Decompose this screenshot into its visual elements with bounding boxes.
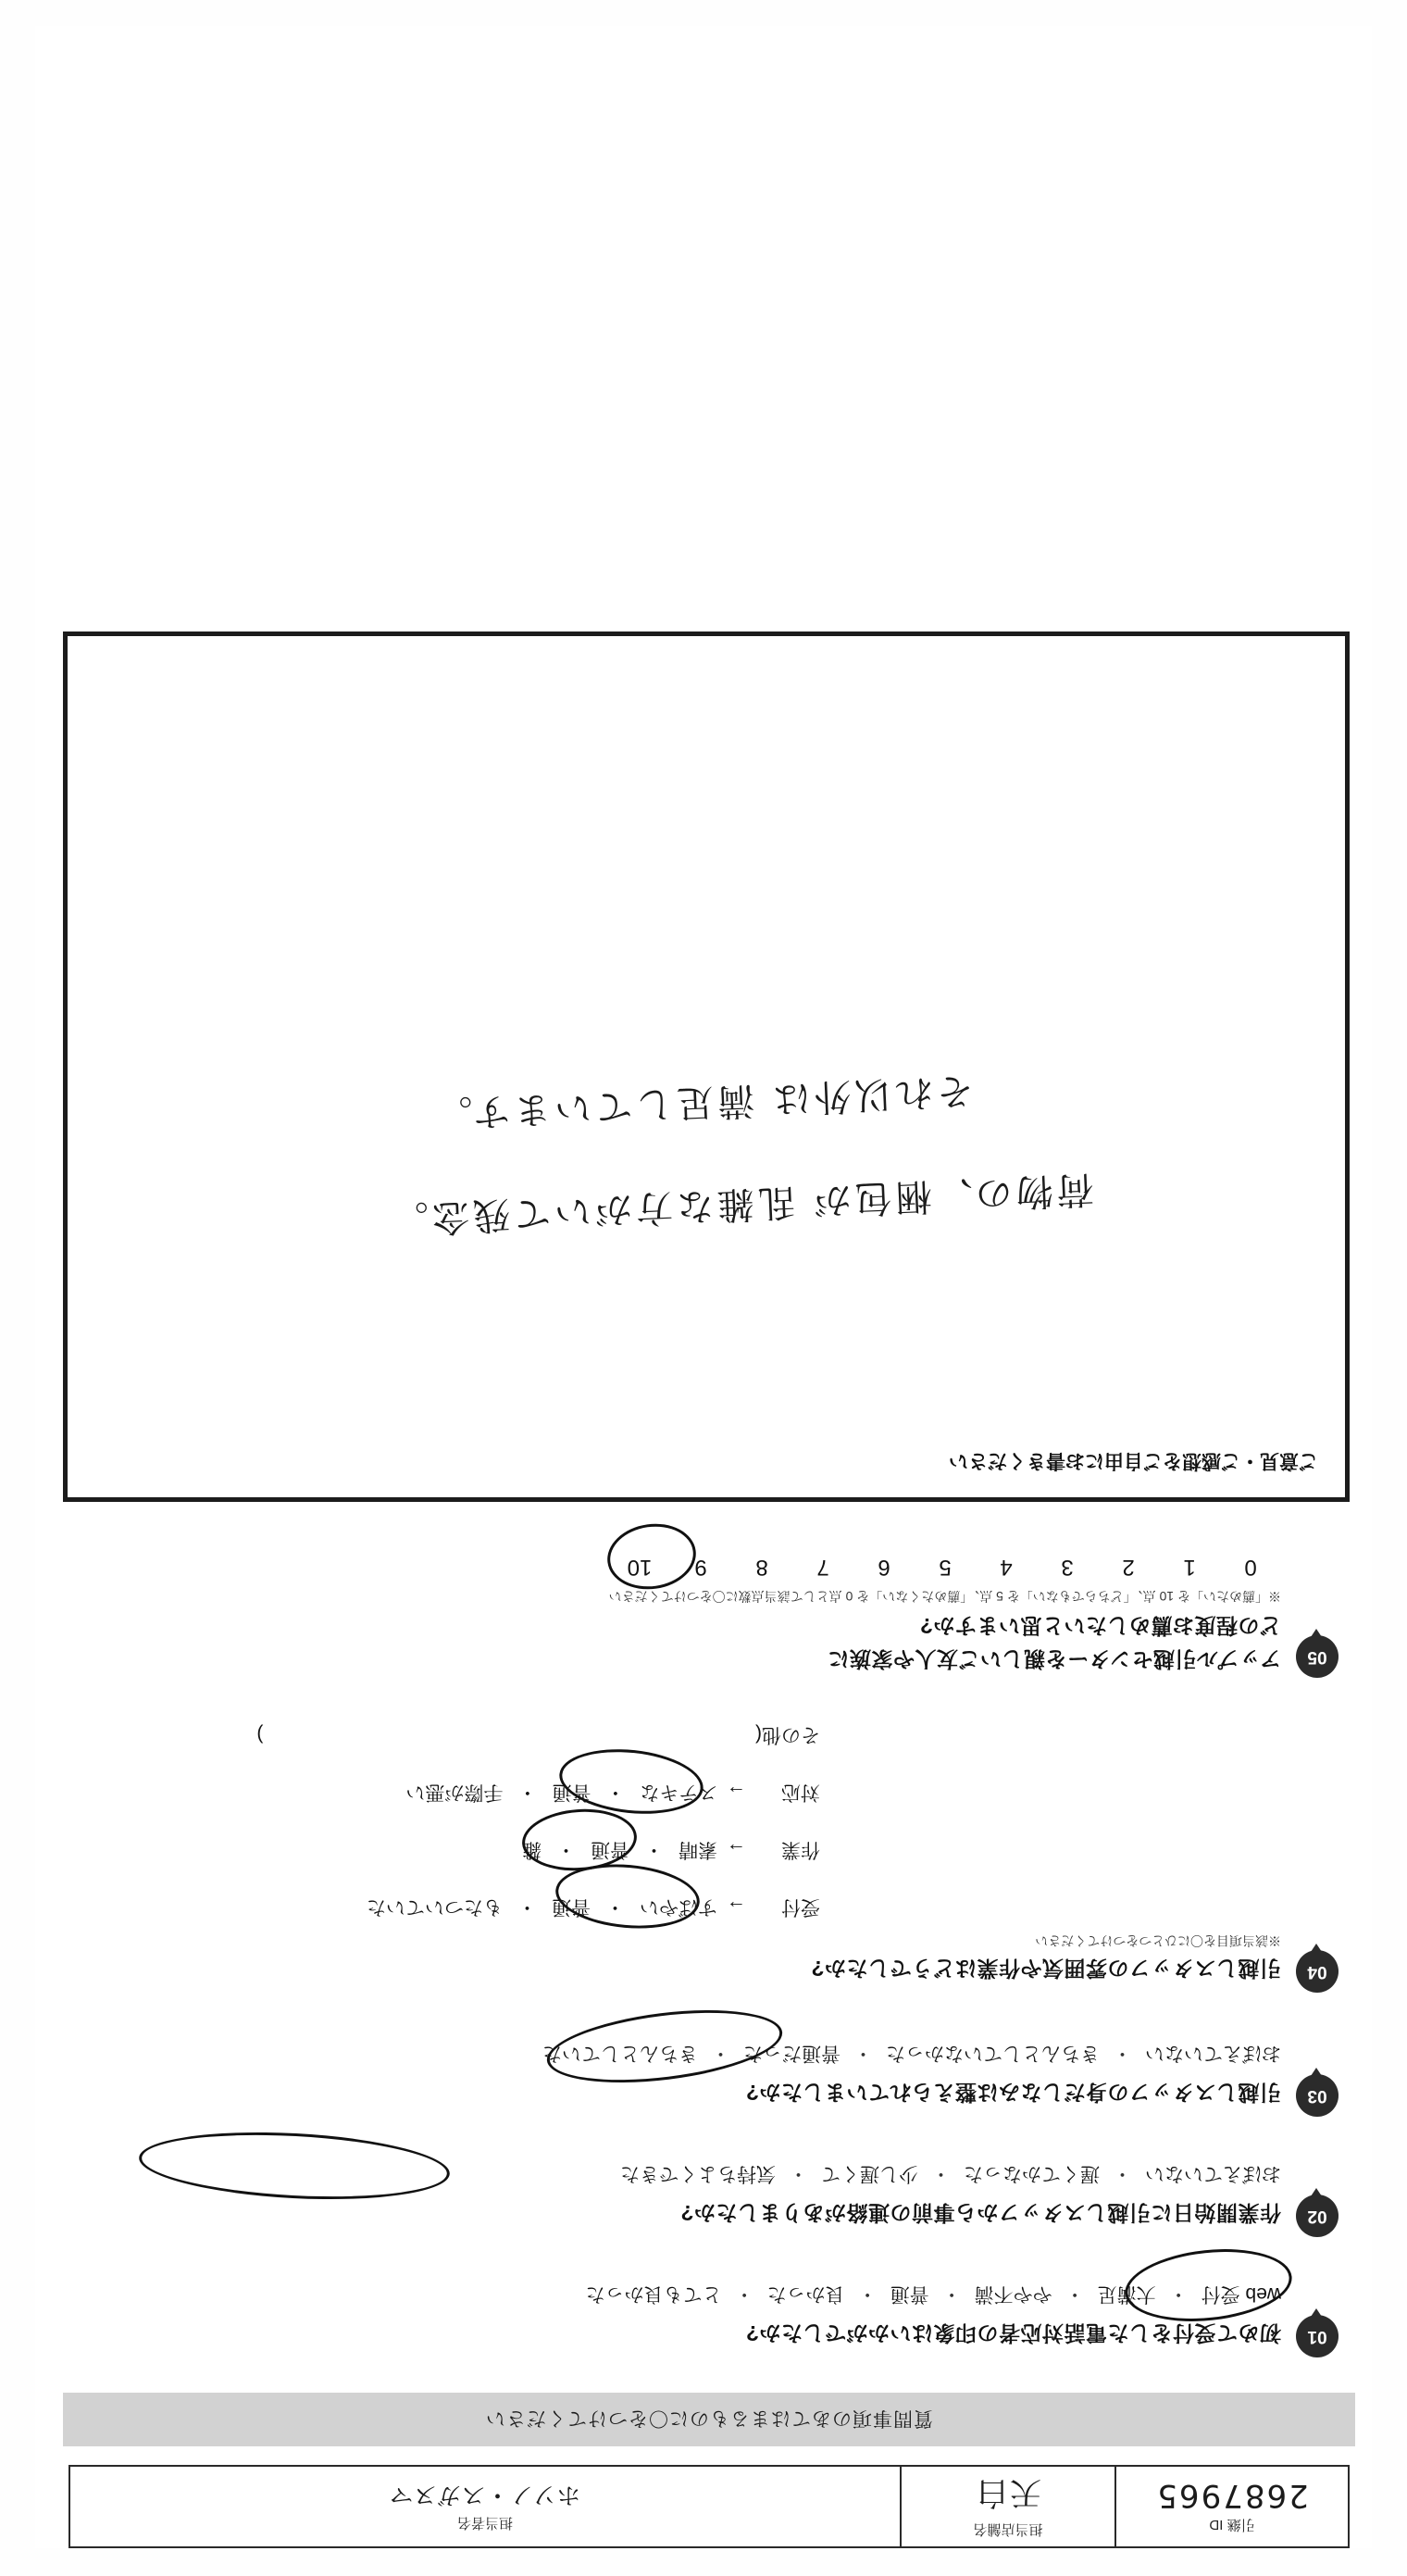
subrow-label-q4-2: 対応 <box>781 1782 820 1803</box>
question-number-05: 05 <box>1296 1635 1339 1678</box>
admin-staff-label: 担当者名 <box>457 2515 514 2531</box>
subrow-label-q4-0: 受付 <box>781 1896 820 1918</box>
scale-point-7[interactable]: 7 <box>816 1555 829 1580</box>
handmark-circle-q2 <box>137 2125 451 2206</box>
scale-point-8[interactable]: 8 <box>755 1555 768 1580</box>
instruction-band <box>63 2393 1355 2446</box>
scale-point-10[interactable]: 10 <box>627 1555 653 1580</box>
option-q4-0-2[interactable]: もたついていた <box>367 1896 503 1918</box>
admin-shop-value: 天白 <box>975 2474 1041 2511</box>
scale-point-9[interactable]: 9 <box>694 1555 707 1580</box>
subrow-q4-1: 作業→素晴・普通・雑 <box>522 1837 820 1865</box>
admin-id-label: 引継 ID <box>1209 2517 1255 2533</box>
option-q3-2[interactable]: 普通だった <box>743 2043 840 2064</box>
admin-shop-cell <box>900 2467 1114 2546</box>
arrow-icon-q4-0: → <box>727 1896 746 1918</box>
admin-staff-cell <box>70 2467 900 2546</box>
scale-point-1[interactable]: 1 <box>1183 1555 1196 1580</box>
question-options-01: web 受付・大満足・やや不満・普通・良かった・とても良かった <box>585 2283 1281 2305</box>
question-text-05-line1: アップル引越センターを親しいご友人や家族に <box>827 1647 1281 1671</box>
question-number-01: 01 <box>1296 2315 1339 2357</box>
option-q1-5[interactable]: とても良かった <box>585 2283 722 2305</box>
question-options-03: おぼえていない・きちんとしていなかった・普通だった・きちんとしていた <box>542 2043 1281 2064</box>
scale-point-5[interactable]: 5 <box>939 1555 952 1580</box>
admin-shop-label: 担当店舗名 <box>973 2521 1043 2537</box>
handwritten-comment-line1: 荷物の、梱包が 乱雑な方がいて残念。 <box>387 1167 1095 1241</box>
instruction-text: 質問事項のあてはまるものに〇をつけてください <box>485 2407 933 2429</box>
arrow-icon-q4-2: → <box>727 1782 746 1803</box>
arrow-icon-q4-1: → <box>727 1839 746 1860</box>
option-q4-1-0[interactable]: 素晴 <box>679 1839 717 1860</box>
other-field-q4[interactable] <box>256 1722 820 1750</box>
question-text-02: 作業開始日に引越しスタッフから事前の連絡がありましたか? <box>679 2201 1281 2225</box>
handwritten-comment-line2: それ以外は 満足しています。 <box>430 1069 975 1135</box>
question-text-04: 引越しスタッフの雰囲気や作業はどうでしたか? <box>810 1957 1281 1981</box>
option-q4-2-0[interactable]: ステキな <box>640 1782 717 1803</box>
question-number-03: 03 <box>1296 2074 1339 2117</box>
option-q4-2-2[interactable]: 手際が悪い <box>405 1782 504 1803</box>
option-q2-1[interactable]: 遅くてかなった <box>964 2163 1100 2184</box>
option-q4-1-2[interactable]: 雑 <box>522 1839 542 1860</box>
question-options-02: おぼえていない・遅くてかなった・少し遅くて・気持ちよくできた <box>620 2163 1281 2184</box>
option-q4-0-0[interactable]: すばやい <box>640 1896 717 1918</box>
question-05 <box>70 1493 1339 1678</box>
option-q2-0[interactable]: おぼえていない <box>1145 2163 1281 2184</box>
survey-page <box>35 26 1372 2548</box>
question-03 <box>70 2015 1339 2117</box>
admin-staff-value: ホソノ・スガヌマ <box>389 2481 581 2508</box>
admin-id-cell <box>1114 2467 1348 2546</box>
option-q1-4[interactable]: 良かった <box>766 2283 845 2305</box>
option-q3-1[interactable]: きちんとしていなかった <box>886 2043 1100 2064</box>
scale-point-0[interactable]: 0 <box>1244 1555 1257 1580</box>
question-number-02: 02 <box>1296 2195 1339 2237</box>
scale-point-6[interactable]: 6 <box>878 1555 890 1580</box>
option-q2-2[interactable]: 少し遅くて <box>821 2163 918 2184</box>
option-q1-3[interactable]: 普通 <box>890 2283 929 2305</box>
comment-box[interactable] <box>63 631 1350 1502</box>
option-q1-2[interactable]: やや不満 <box>974 2283 1052 2305</box>
option-q3-0[interactable]: おぼえていない <box>1145 2043 1281 2064</box>
subrow-q4-0: 受付→すばやい・普通・もたついていた <box>367 1894 820 1922</box>
subrow-label-q4-1: 作業 <box>781 1839 820 1860</box>
option-q4-1-1[interactable]: 普通 <box>591 1839 629 1860</box>
option-q4-0-1[interactable]: 普通 <box>552 1896 591 1918</box>
question-scale-05 <box>609 1554 1281 1580</box>
question-number-04: 04 <box>1296 1950 1339 1993</box>
admin-id-value: 2687965 <box>1155 2477 1309 2515</box>
question-02 <box>70 2135 1339 2237</box>
scale-point-3[interactable]: 3 <box>1061 1555 1074 1580</box>
question-note-05: ※「薦めたい」を 10 点、「どちらでもない」を 5 点、「薦めたくない」を 0 点として該当点数に〇をつけてください <box>608 1589 1281 1604</box>
question-04 <box>70 1715 1339 1993</box>
question-text-05-line2: どの程度お薦めしたいと思いますか? <box>919 1614 1281 1638</box>
scale-point-2[interactable]: 2 <box>1122 1555 1135 1580</box>
admin-header-table <box>68 2465 1350 2548</box>
question-text-01: 初めて受付をした電話対応者の印象はいかがでしたか? <box>745 2321 1281 2345</box>
question-note-04: ※該当項目を〇にひとつをつけてください <box>1035 1933 1281 1948</box>
scale-point-4[interactable]: 4 <box>1000 1555 1013 1580</box>
option-q3-3[interactable]: きちんとしていた <box>542 2043 698 2064</box>
other-close-q4: ) <box>256 1724 264 1745</box>
question-01 <box>70 2256 1339 2357</box>
option-q2-3[interactable]: 気持ちよくできた <box>620 2163 776 2184</box>
option-q1-1[interactable]: 大満足 <box>1097 2283 1156 2305</box>
other-label-q4: その他( <box>755 1724 820 1745</box>
comment-label: ご意見・ご感想をご自由にお書きください <box>949 1450 1318 1471</box>
option-q4-2-1[interactable]: 普通 <box>552 1782 591 1803</box>
question-text-03: 引越しスタッフの身だしなみは整えられていましたか? <box>745 2081 1281 2105</box>
subrow-q4-2: 対応→ステキな・普通・手際が悪い <box>405 1780 820 1807</box>
option-q1-0[interactable]: web 受付 <box>1201 2283 1281 2305</box>
